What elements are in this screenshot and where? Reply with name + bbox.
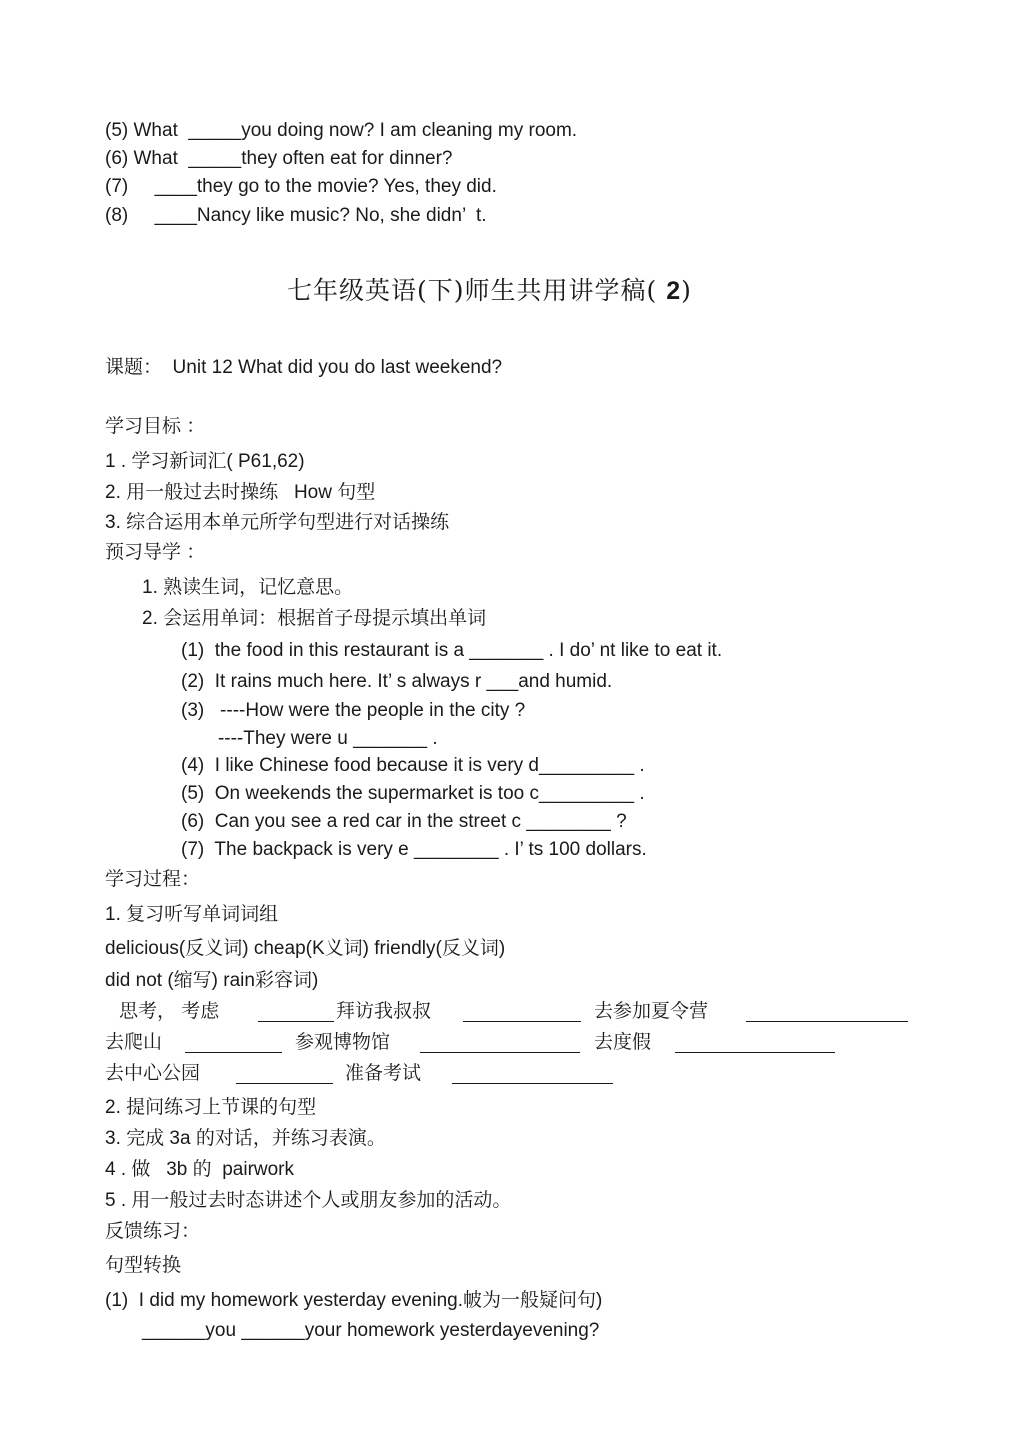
word-line: delicious(反义词) cheap(K义词) friendly(反义词): [105, 938, 506, 959]
fill-in-line: (7) The backpack is very e ________ . I’ ts 100 dollars.: [181, 839, 647, 860]
fill-in-line: (1) the food in this restaurant is a _______ . I do’ nt like to eat it.: [181, 640, 723, 661]
fill-in-line: (2) It rains much here. It’ s always r ___and humid.: [181, 671, 613, 692]
feedback-question: (1) I did my homework yesterday evening.帔为一般疑问句): [105, 1290, 603, 1311]
phrase: 准备考试: [345, 1063, 422, 1084]
process-step: 2. 提问练习上节课的句型: [105, 1097, 317, 1118]
process-step: 4 . 做 3b 的 pairwork: [105, 1159, 295, 1180]
phrase: 参观博物馆: [295, 1032, 391, 1053]
answer-blank: [675, 1035, 835, 1053]
goal-item: 1 . 学习新词汇( P61,62): [105, 451, 305, 472]
lesson-topic: 课题： Unit 12 What did you do last weekend?: [105, 357, 503, 378]
feedback-subheading: 句型转换: [105, 1255, 182, 1276]
fill-in-line: (5) On weekends the supermarket is too c_________ .: [181, 783, 645, 804]
exercise-line: (5) What _____you doing now? I am cleaning my room.: [105, 120, 578, 141]
feedback-heading: 反馈练习：: [105, 1221, 201, 1242]
phrase: 去中心公园: [105, 1063, 201, 1084]
answer-blank: [463, 1004, 581, 1022]
preview-heading: 预习导学 ：: [105, 542, 206, 563]
process-step: 5 . 用一般过去时态讲述个人或朋友参加的活动。: [105, 1190, 512, 1211]
page-title: 七年级英语(下)师生共用讲学稿( 2): [287, 276, 692, 305]
exercise-line: (8) ____Nancy like music? No, she didn’ t.: [105, 205, 487, 226]
phrase: 去度假: [594, 1032, 652, 1053]
exercise-line: (7) ____they go to the movie? Yes, they did.: [105, 176, 497, 197]
answer-blank: [236, 1066, 333, 1084]
preview-item: 1. 熟读生词，记忆意思。: [142, 577, 354, 598]
fill-in-line: (3) ----How were the people in the city ?: [181, 700, 526, 721]
process-heading: 学习过程：: [105, 869, 201, 890]
goals-heading: 学习目标 ：: [105, 416, 206, 437]
answer-blank: [185, 1035, 282, 1053]
phrase: 拜访我叔叔: [336, 1001, 432, 1022]
feedback-answer-line: ______you ______your homework yesterdayevening?: [142, 1320, 600, 1341]
answer-blank: [258, 1004, 334, 1022]
process-step: 1. 复习听写单词词组: [105, 904, 279, 925]
answer-blank: [420, 1035, 580, 1053]
phrase: 去爬山: [105, 1032, 163, 1053]
fill-in-line: ----They were u _______ .: [181, 728, 438, 749]
answer-blank: [452, 1066, 613, 1084]
process-step: 3. 完成 3a 的对话，并练习表演。: [105, 1128, 386, 1149]
goal-item: 2. 用一般过去时操练 How 句型: [105, 482, 376, 503]
fill-in-line: (6) Can you see a red car in the street c ________ ?: [181, 811, 627, 832]
phrase: 去参加夏令营: [594, 1001, 709, 1022]
preview-item: 2. 会运用单词：根据首子母提示填出单词: [142, 608, 487, 629]
phrase: 思考， 考虑: [119, 1001, 220, 1022]
fill-in-line: (4) I like Chinese food because it is very d_________ .: [181, 755, 645, 776]
exercise-line: (6) What _____they often eat for dinner?: [105, 148, 453, 169]
answer-blank: [746, 1004, 908, 1022]
goal-item: 3. 综合运用本单元所学句型进行对话操练: [105, 512, 450, 533]
word-line: did not (缩写) rain彩容词): [105, 970, 319, 991]
